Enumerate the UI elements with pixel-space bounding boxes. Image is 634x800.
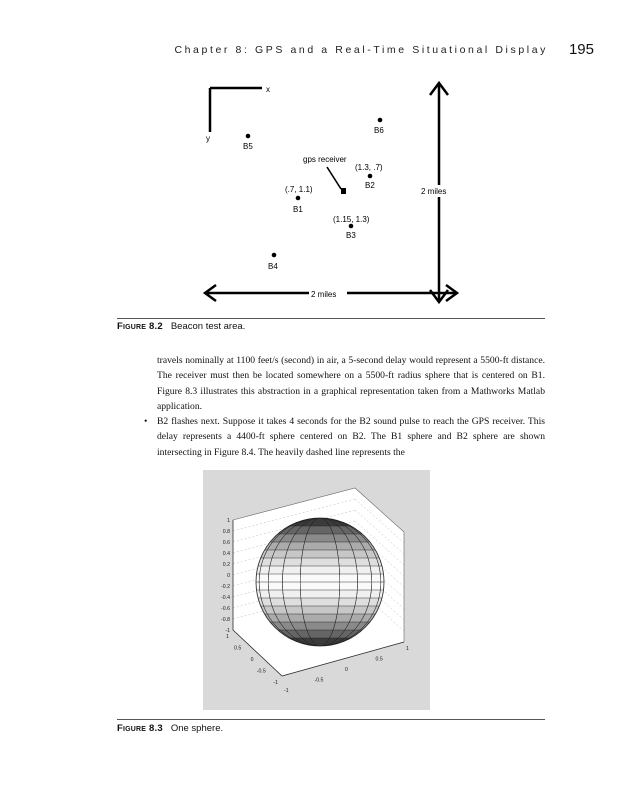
caption-rule-8-2 bbox=[117, 318, 545, 319]
receiver-pointer-line bbox=[327, 167, 341, 189]
y-tick-label: 0.5 bbox=[234, 645, 242, 652]
beacon-b2-coord: (1.3, .7) bbox=[355, 163, 383, 172]
z-tick-label: 0.2 bbox=[222, 562, 230, 568]
axis-corner bbox=[210, 88, 262, 132]
gps-receiver-label: gps receiver bbox=[303, 155, 347, 164]
sphere-band bbox=[256, 566, 384, 575]
sphere-band bbox=[256, 590, 384, 599]
y-tick-label: 0 bbox=[250, 657, 254, 663]
bullet-text: B2 flashes next. Suppose it takes 4 seconds for the B2 sound pulse to reach the GPS receiver. This delay represents a 4400-ft sphere centered on B2. The B1 sphere and B2 sphere are shown intersecting in Figure 8.4. The heavily dashed line represents the bbox=[157, 416, 545, 458]
beacon-b5-label: B5 bbox=[243, 142, 253, 151]
caption-number: Figure 8.2 bbox=[117, 321, 163, 332]
beacon-b2-label: B2 bbox=[365, 181, 375, 190]
z-tick-label: -0.2 bbox=[221, 584, 230, 590]
height-dimension-label: 2 miles bbox=[421, 187, 447, 196]
sphere-band bbox=[256, 606, 384, 615]
x-tick-label: 0.5 bbox=[375, 656, 383, 663]
caption-number: Figure 8.3 bbox=[117, 723, 163, 734]
caption-rule-8-3 bbox=[117, 719, 545, 720]
z-tick-label: 0.6 bbox=[222, 540, 230, 546]
x-tick-label: -1 bbox=[284, 688, 289, 694]
x-tick-label: -0.5 bbox=[314, 677, 324, 684]
axis-x-label: x bbox=[266, 85, 270, 94]
z-tick-label: -1 bbox=[225, 628, 230, 634]
axis-y-label: y bbox=[206, 134, 210, 143]
sphere-band bbox=[256, 614, 384, 623]
z-tick-label: 1 bbox=[227, 518, 230, 524]
page-number: 195 bbox=[568, 41, 594, 58]
beacon-b3-dot bbox=[349, 224, 354, 229]
caption-title: Beacon test area. bbox=[170, 321, 246, 332]
figure-8-2-caption bbox=[117, 321, 245, 332]
body-text bbox=[144, 353, 545, 460]
bullet-item bbox=[144, 414, 545, 460]
z-tick-label: -0.6 bbox=[221, 606, 230, 612]
z-tick-label: 0.8 bbox=[222, 529, 230, 535]
beacon-b3-coord: (1.15, 1.3) bbox=[333, 215, 370, 224]
z-tick-label: -0.4 bbox=[221, 595, 230, 601]
sphere-band bbox=[256, 582, 384, 591]
sphere-band bbox=[256, 550, 384, 559]
figure-8-3-sphere-plot bbox=[203, 470, 430, 710]
beacon-b1-dot bbox=[296, 196, 301, 201]
z-tick-label: -0.8 bbox=[221, 617, 230, 623]
y-tick-label: -1 bbox=[273, 680, 278, 686]
figure-8-2-beacon-map bbox=[0, 75, 634, 310]
beacon-b6-label: B6 bbox=[374, 126, 384, 135]
y-tick-label: 1 bbox=[226, 634, 229, 640]
beacon-b4-dot bbox=[272, 253, 277, 258]
running-head: Chapter 8: GPS and a Real-Time Situational Display bbox=[174, 44, 548, 56]
sphere-band bbox=[256, 574, 384, 583]
beacon-b6-dot bbox=[378, 118, 383, 123]
z-tick-label: 0 bbox=[227, 573, 230, 579]
beacon-b1-label: B1 bbox=[293, 205, 303, 214]
beacon-b3-label: B3 bbox=[346, 231, 356, 240]
figure-8-3-caption bbox=[117, 723, 223, 734]
sphere-band bbox=[256, 598, 384, 607]
z-tick-label: 0.4 bbox=[222, 551, 230, 557]
beacon-b1-coord: (.7, 1.1) bbox=[285, 185, 313, 194]
y-tick-label: -0.5 bbox=[256, 668, 266, 675]
caption-title: One sphere. bbox=[170, 723, 224, 734]
width-dimension-label: 2 miles bbox=[311, 290, 337, 299]
beacon-b4-label: B4 bbox=[268, 262, 278, 271]
gps-receiver-marker bbox=[341, 188, 346, 194]
sphere-band bbox=[256, 558, 384, 567]
x-tick-label: 0 bbox=[345, 667, 348, 673]
x-tick-label: 1 bbox=[406, 646, 409, 652]
page-header bbox=[0, 41, 634, 61]
bullet-marker: • bbox=[144, 416, 148, 428]
beacon-b5-dot bbox=[246, 134, 251, 139]
paragraph: travels nominally at 1100 feet/s (second) in air, a 5-second delay would represent a 5500-ft distance. The receiver must then be located somewhere on a 5500-ft radius sphere that is centered on B1. Figure 8.3 illustrates this abstraction in a graphical representation taken from a Mathworks Matlab application. bbox=[157, 355, 545, 412]
beacon-b2-dot bbox=[368, 174, 373, 179]
